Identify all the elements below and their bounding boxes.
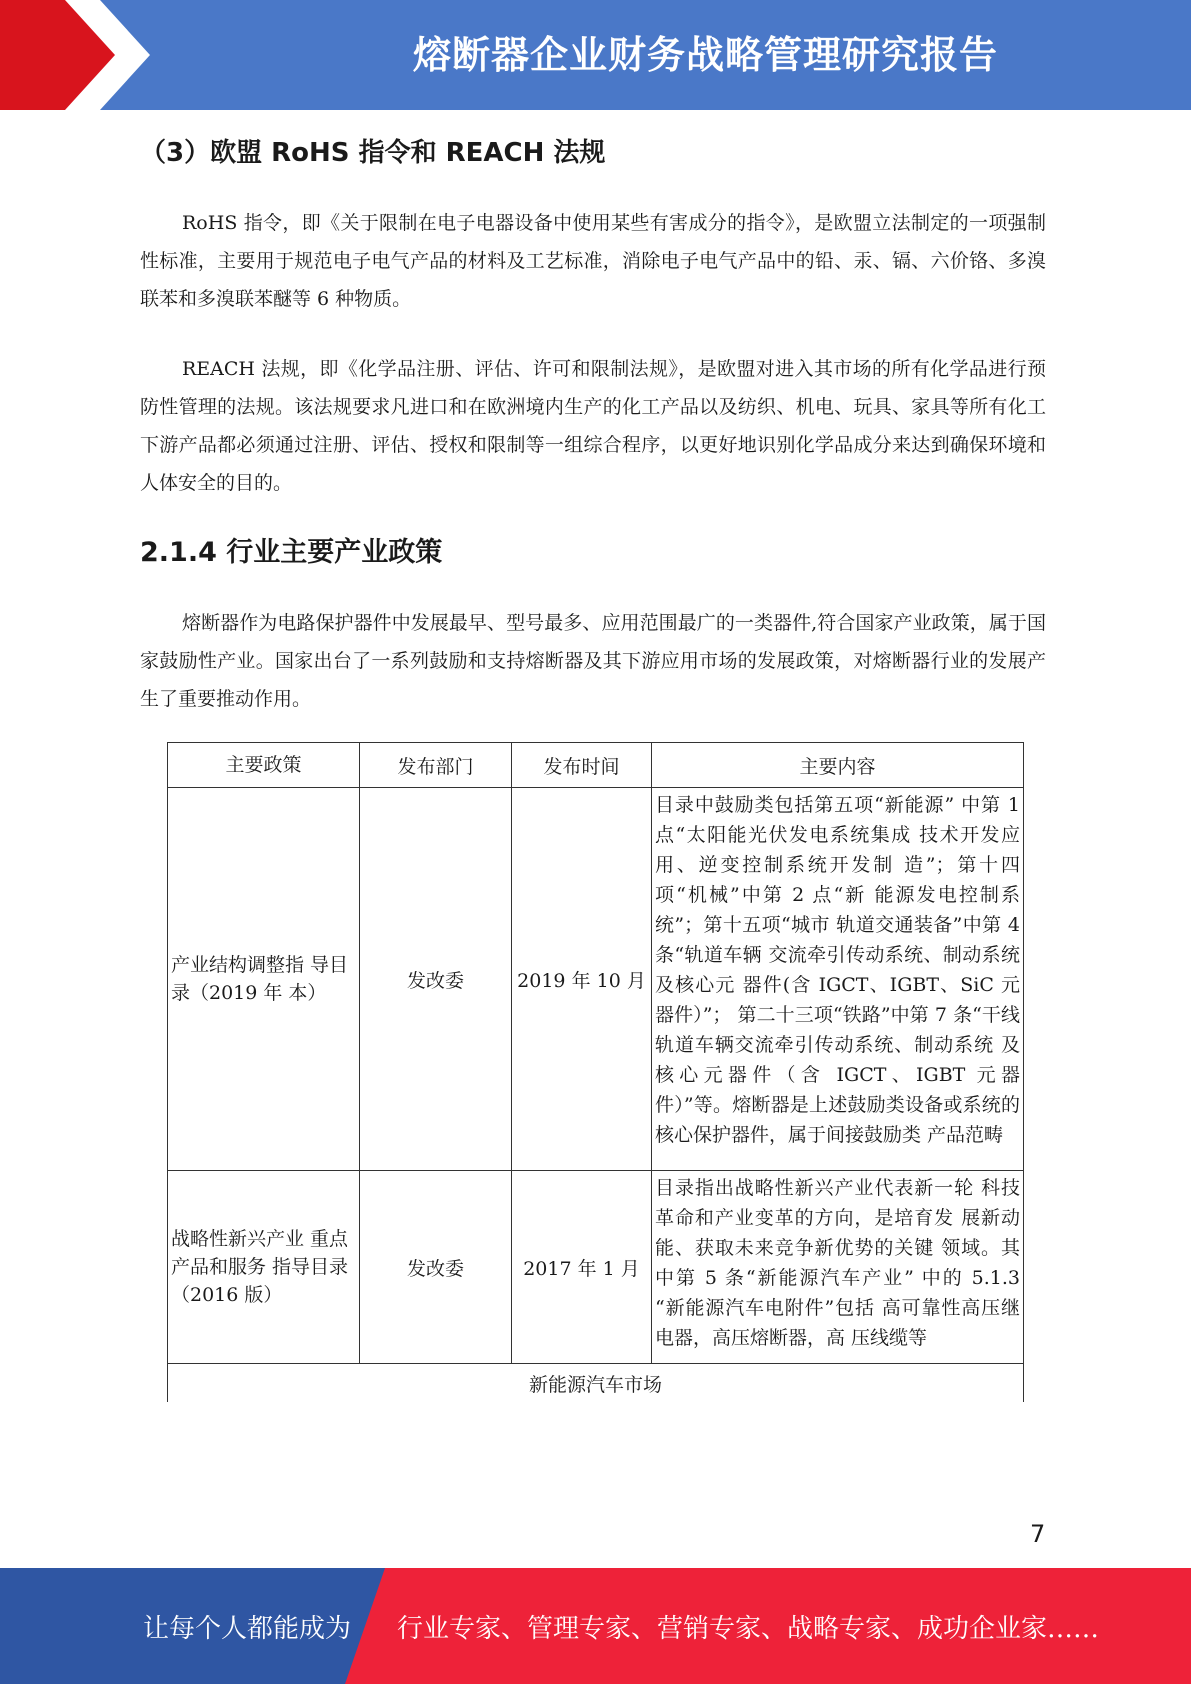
content-cell: 目录中鼓励类包括第五项“新能源” 中第 1 点“太阳能光伏发电系统集成 技术开发应用、逆变控制系统开发制 造”；第十四项“机械”中第 2 点“新 能源发电控制系统”；第十五项“城市 轨道交通装备”中第 4 条“轨道车辆 交流牵引传动系统、制动系统及核心元 器件(含 IGCT、IGBT、SiC 元器件）”； 第二十三项“铁路”中第 7 条“干线 轨道车辆交流牵引传动系统、制动系统 及核心元器件（含 IGCT、IGBT 元器 件）”等。熔断器是上述鼓励类设备或系统的核心保护器件，属于间接鼓励类 产品范畴 xyxy=(652,788,1024,1171)
policy-table xyxy=(167,742,1024,1402)
section-row-label: 新能源汽车市场 xyxy=(168,1364,1024,1403)
footer-banner xyxy=(0,1568,1191,1684)
reach-paragraph: REACH 法规，即《化学品注册、评估、许可和限制法规》，是欧盟对进入其市场的所有化学品进行预防性管理的法规。该法规要求凡进口和在欧洲境内生产的化工产品以及纺织、机电、玩具、家具等所有化工下游产品都必须通过注册、评估、授权和限制等一组综合程序，以更好地识别化学品成分来达到确保环境和人体安全的目的。 xyxy=(140,358,1046,494)
rohs-paragraph: RoHS 指令，即《关于限制在电子电器设备中使用某些有害成分的指令》，是欧盟立法制定的一项强制性标准，主要用于规范电子电气产品的材料及工艺标准，消除电子电气产品中的铅、汞、镉、六价铬、多溴联苯和多溴联苯醚等 6 种物质。 xyxy=(140,212,1046,310)
subsection-heading: （3）欧盟 RoHS 指令和 REACH 法规 xyxy=(140,138,606,168)
table-row xyxy=(168,1171,1024,1364)
footer-slogan-left: 让每个人都能成为 xyxy=(143,1614,352,1644)
column-header-date: 发布时间 xyxy=(512,743,652,788)
header-arrow-icon xyxy=(0,0,160,110)
table-section-row xyxy=(168,1364,1024,1403)
table-header-row xyxy=(168,743,1024,788)
column-header-department: 发布部门 xyxy=(360,743,512,788)
department-cell: 发改委 xyxy=(360,1171,512,1364)
column-header-policy: 主要政策 xyxy=(168,743,360,788)
date-cell: 2019 年 10 月 xyxy=(512,788,652,1171)
column-header-content: 主要内容 xyxy=(652,743,1024,788)
policy-name-cell: 战略性新兴产业 重点产品和服务 指导目录（2016 版） xyxy=(168,1171,360,1364)
footer-slogan-right: 行业专家、管理专家、营销专家、战略专家、成功企业家…… xyxy=(397,1614,1100,1644)
report-title: 熔断器企业财务战略管理研究报告 xyxy=(412,33,998,77)
table-row xyxy=(168,788,1024,1171)
policy-name-cell: 产业结构调整指 导目录（2019 年 本） xyxy=(168,788,360,1171)
content-cell: 目录指出战略性新兴产业代表新一轮 科技革命和产业变革的方向，是培育发 展新动能、获取未来竞争新优势的关键 领域。其中第 5 条“新能源汽车产业” 中的 5.1.3 “新能源汽车电附件”包括 高可靠性高压继电器，高压熔断器，高 压线缆等 xyxy=(652,1171,1024,1364)
section-heading: 2.1.4 行业主要产业政策 xyxy=(140,537,443,568)
date-cell: 2017 年 1 月 xyxy=(512,1171,652,1364)
header-banner xyxy=(0,0,1191,110)
policy-intro-paragraph: 熔断器作为电路保护器件中发展最早、型号最多、应用范围最广的一类器件,符合国家产业政策，属于国家鼓励性产业。国家出台了一系列鼓励和支持熔断器及其下游应用市场的发展政策，对熔断器行业的发展产生了重要推动作用。 xyxy=(140,612,1046,710)
department-cell: 发改委 xyxy=(360,788,512,1171)
page-number: 7 xyxy=(1030,1520,1046,1548)
